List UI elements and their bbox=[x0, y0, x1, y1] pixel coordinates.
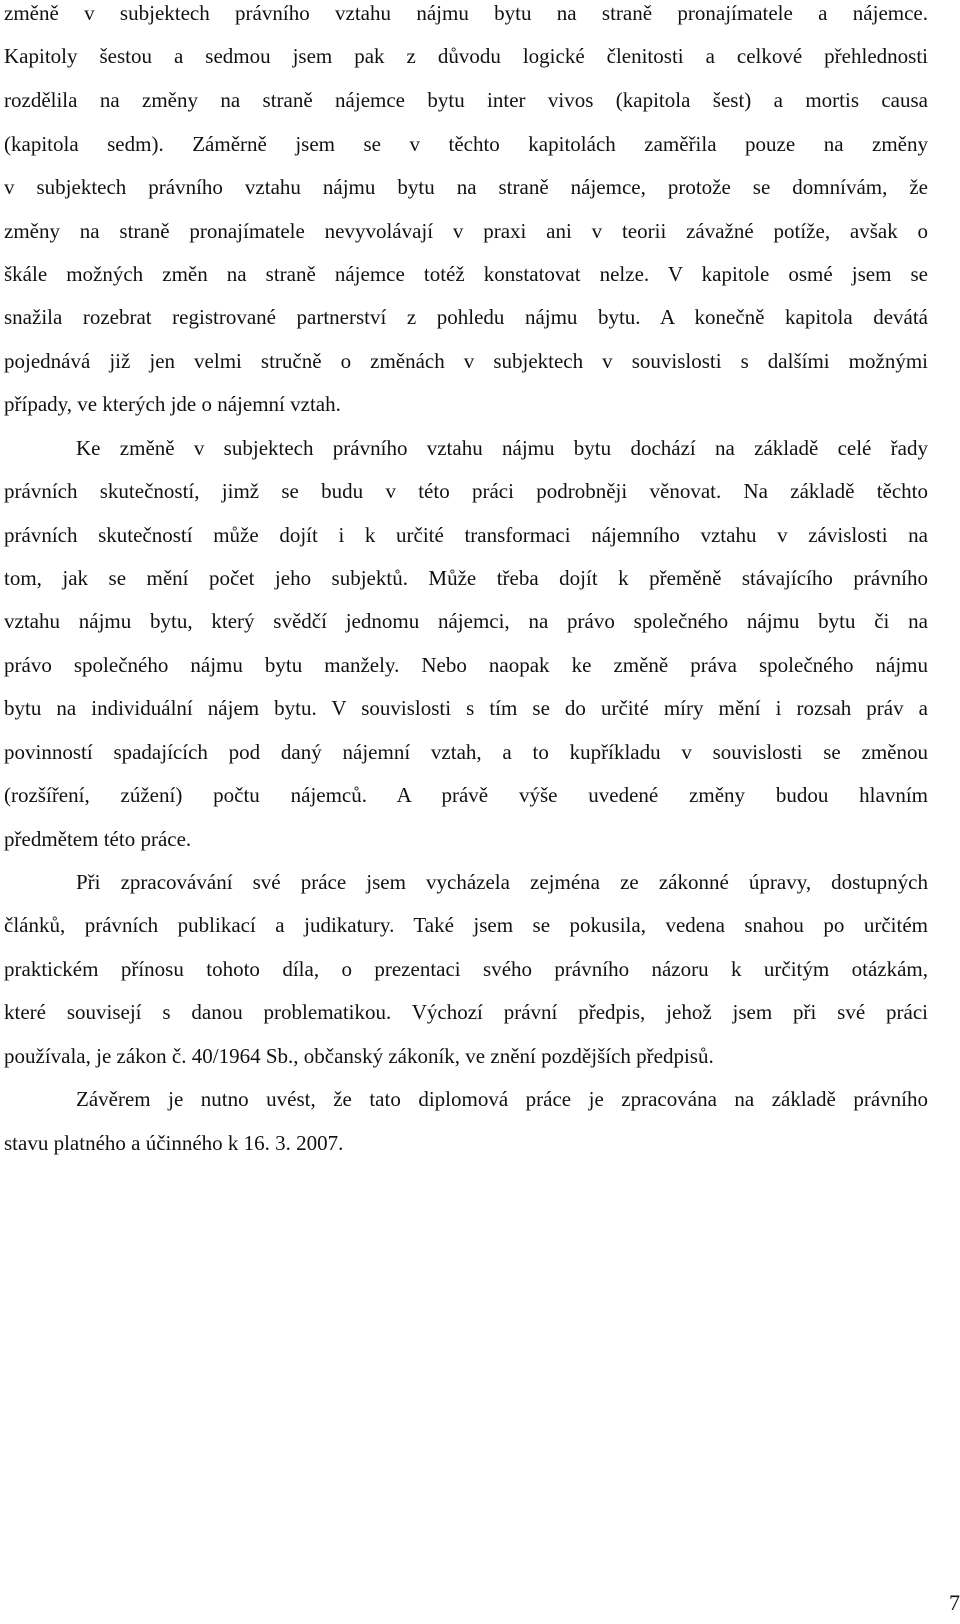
paragraph-first-line: Při zpracovávání své práce jsem vycházela zejména ze zákonné úpravy, dostupných bbox=[76, 870, 928, 894]
paragraph-first-line: Ke změně v subjektech právního vztahu nájmu bytu dochází na základě celé řady bbox=[76, 436, 928, 460]
text-line: změně v subjektech právního vztahu nájmu bytu na straně pronajímatele a nájemce. bbox=[4, 1, 928, 25]
text-line: v subjektech právního vztahu nájmu bytu na straně nájemce, protože se domnívám, že bbox=[4, 175, 928, 199]
text-line: pojednává již jen velmi stručně o změnách v subjektech v souvislosti s dalšími možnými bbox=[4, 349, 928, 373]
text-line: tom, jak se mění počet jeho subjektů. Může třeba dojít k přeměně stávajícího právního bbox=[4, 566, 928, 590]
text-line: právních skutečností, jimž se budu v této práci podrobněji věnovat. Na základě těchto bbox=[4, 479, 928, 503]
text-line: snažila rozebrat registrované partnerství z pohledu nájmu bytu. A konečně kapitola devátá bbox=[4, 305, 928, 329]
text-line: případy, ve kterých jde o nájemní vztah. bbox=[4, 392, 341, 416]
text-line: právních skutečností může dojít i k určité transformaci nájemního vztahu v závislosti na bbox=[4, 523, 928, 547]
text-line: článků, právních publikací a judikatury. Také jsem se pokusila, vedena snahou po určitém bbox=[4, 913, 928, 937]
text-line: stavu platného a účinného k 16. 3. 2007. bbox=[4, 1131, 344, 1155]
text-line: které souvisejí s danou problematikou. Výchozí právní předpis, jehož jsem při své práci bbox=[4, 1000, 928, 1024]
text-line: rozdělila na změny na straně nájemce bytu inter vivos (kapitola šest) a mortis causa bbox=[4, 88, 928, 112]
text-line: (kapitola sedm). Záměrně jsem se v těchto kapitolách zaměřila pouze na změny bbox=[4, 132, 928, 156]
text-line: předmětem této práce. bbox=[4, 827, 192, 851]
text-line: povinností spadajících pod daný nájemní vztah, a to kupříkladu v souvislosti se změnou bbox=[4, 740, 928, 764]
text-line: právo společného nájmu bytu manžely. Nebo naopak ke změně práva společného nájmu bbox=[4, 653, 928, 677]
text-line: změny na straně pronajímatele nevyvolávají v praxi ani v teorii závažné potíže, avšak o bbox=[4, 219, 928, 243]
text-line: škále možných změn na straně nájemce totéž konstatovat nelze. V kapitole osmé jsem se bbox=[4, 262, 928, 286]
text-line: praktickém přínosu tohoto díla, o prezentaci svého právního názoru k určitým otázkám, bbox=[4, 957, 928, 981]
paragraph-first-line: Závěrem je nutno uvést, že tato diplomová práce je zpracována na základě právního bbox=[76, 1087, 928, 1111]
page-number: 7 bbox=[949, 1590, 960, 1615]
text-line: (rozšíření, zúžení) počtu nájemců. A právě výše uvedené změny budou hlavním bbox=[4, 783, 928, 807]
text-line: používala, je zákon č. 40/1964 Sb., občanský zákoník, ve znění pozdějších předpisů. bbox=[4, 1044, 714, 1068]
text-line: Kapitoly šestou a sedmou jsem pak z důvodu logické členitosti a celkové přehlednosti bbox=[4, 44, 928, 68]
text-line: vztahu nájmu bytu, který svědčí jednomu nájemci, na právo společného nájmu bytu či na bbox=[4, 609, 928, 633]
text-line: bytu na individuální nájem bytu. V souvislosti s tím se do určité míry mění i rozsah práv a bbox=[4, 696, 928, 720]
